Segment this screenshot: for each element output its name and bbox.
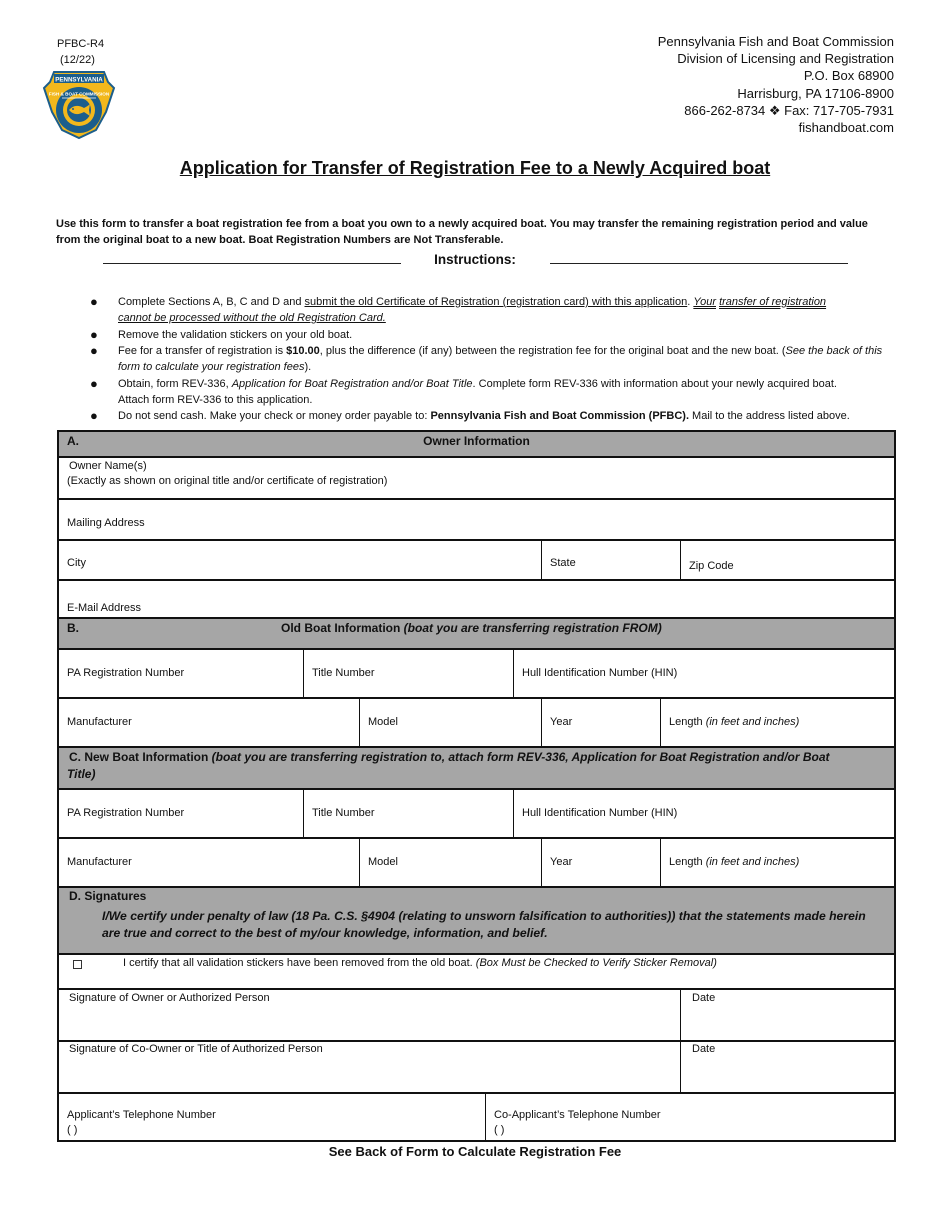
bullet-icon: ●: [90, 343, 98, 359]
state-label: State: [550, 557, 576, 569]
coowner-signature-field[interactable]: [59, 1042, 680, 1092]
city-state-zip-row: [59, 541, 894, 581]
page-title: Application for Transfer of Registration Fee to a Newly Acquired boat: [179, 158, 771, 178]
new-title-number-field[interactable]: [303, 790, 513, 837]
applicant-phone-parens: ( ): [67, 1124, 78, 1136]
coowner-signature-label: Signature of Co-Owner or Title of Authorized Person: [69, 1043, 323, 1055]
new-year-label: Year: [550, 856, 573, 868]
bullet-icon: ●: [90, 408, 98, 424]
owner-name-note: (Exactly as shown on original title and/or certificate of registration): [67, 475, 388, 487]
new-boat-row-1: [59, 790, 894, 839]
old-year-label: Year: [550, 716, 573, 728]
coowner-signature-row: [59, 1042, 894, 1094]
email-field[interactable]: [59, 581, 894, 617]
coapplicant-phone-label: Co-Applicant’s Telephone Number: [494, 1109, 661, 1121]
agency-city-state: Harrisburg, PA 17106-8900: [737, 85, 894, 101]
state-field[interactable]: [541, 541, 680, 579]
old-reg-number-field[interactable]: [59, 650, 303, 697]
agency-address-block: [658, 33, 894, 136]
new-boat-row-2: [59, 839, 894, 888]
telephone-row: [59, 1094, 894, 1140]
new-length-label: Length (in feet and inches): [669, 856, 800, 868]
agency-phone-fax: 866-262-8734 ❖ Fax: 717-705-7931: [684, 102, 894, 118]
old-manufacturer-label: Manufacturer: [67, 716, 132, 728]
owner-date-field[interactable]: [680, 990, 896, 1040]
coapplicant-phone-field[interactable]: [485, 1094, 896, 1140]
old-hin-label: Hull Identification Number (HIN): [522, 667, 678, 679]
new-reg-number-label: PA Registration Number: [67, 807, 185, 819]
bullet-icon: ●: [90, 294, 98, 309]
instructions-label: Instructions:: [434, 252, 516, 267]
intro-line-2: from the original boat to a new boat. Boat Registration Numbers are Not Transferable.: [56, 234, 504, 246]
old-hin-field[interactable]: [513, 650, 896, 697]
zip-field[interactable]: [680, 541, 896, 579]
agency-division: Division of Licensing and Registration: [677, 51, 894, 67]
bullet-icon: ●: [90, 326, 98, 342]
owner-date-label: Date: [692, 992, 716, 1004]
logo-top-text: PENNSYLVANIA: [55, 76, 103, 84]
city-label: City: [67, 557, 86, 569]
list-item: ● Complete Sections A, B, C and D and submit the old Certificate of Registration (registration card) with this application. Your transfer of registration cannot be processed without the old Registration Card.: [90, 294, 827, 324]
coowner-date-field[interactable]: [680, 1042, 896, 1092]
old-boat-row-1: [59, 650, 894, 699]
new-hin-label: Hull Identification Number (HIN): [522, 807, 678, 819]
old-reg-number-label: PA Registration Number: [67, 667, 185, 679]
list-item: ● Remove the validation stickers on your old boat.: [90, 326, 353, 342]
application-form: [57, 430, 896, 1142]
certification-line-1: I/We certify under penalty of law (18 Pa. C.S. §4904 (relating to unsworn falsification to authorities)) that the statements made herein: [102, 909, 866, 923]
sticker-certification-row: [59, 955, 894, 990]
old-title-number-field[interactable]: [303, 650, 513, 697]
old-title-number-label: Title Number: [312, 667, 375, 679]
owner-name-field[interactable]: [59, 458, 894, 500]
instructions-list: [90, 294, 890, 425]
keystone-seal-icon: [40, 68, 118, 140]
section-a-letter: A.: [67, 434, 79, 448]
mailing-address-label: Mailing Address: [67, 517, 145, 529]
agency-website: fishandboat.com: [798, 120, 894, 136]
intro-text: [56, 216, 886, 248]
form-date: (12/22): [60, 54, 95, 66]
list-item: ● Fee for a transfer of registration is $10.00, plus the difference (if any) between the registration fee for the original boat and the new boat. (See the back of this form to calculate your registration fees).: [90, 343, 883, 374]
owner-signature-label: Signature of Owner or Authorized Person: [69, 992, 270, 1004]
new-manufacturer-label: Manufacturer: [67, 856, 132, 868]
form-code-block: [57, 36, 104, 68]
new-model-label: Model: [368, 856, 398, 868]
list-item: ● Do not send cash. Make your check or money order payable to: Pennsylvania Fish and Boat Commission (PFBC). Mail to the address listed above.: [90, 408, 850, 424]
email-label: E-Mail Address: [67, 602, 141, 614]
section-a-header: [59, 432, 894, 458]
new-year-field[interactable]: [541, 839, 660, 886]
coapplicant-phone-parens: ( ): [494, 1124, 505, 1136]
logo-ring-text: FISH & BOAT COMMISSION: [48, 91, 110, 97]
list-item: ● Obtain, form REV-336, Application for Boat Registration and/or Boat Title. Complete form REV-336 with information about your newly acquired boat. Attach form REV-336 to this application.: [90, 375, 837, 406]
section-a-title: Owner Information: [423, 434, 530, 448]
old-model-field[interactable]: [359, 699, 541, 746]
owner-signature-row: [59, 990, 894, 1042]
sticker-removal-checkbox[interactable]: [73, 960, 82, 969]
mailing-address-field[interactable]: [59, 500, 894, 541]
new-length-field[interactable]: [660, 839, 896, 886]
new-model-field[interactable]: [359, 839, 541, 886]
section-d-title: D. Signatures: [69, 889, 147, 903]
section-c-header: [59, 748, 894, 790]
old-model-label: Model: [368, 716, 398, 728]
new-title-number-label: Title Number: [312, 807, 375, 819]
agency-name: Pennsylvania Fish and Boat Commission: [657, 34, 894, 49]
old-manufacturer-field[interactable]: [59, 699, 359, 746]
section-c-title-cont: Title): [67, 767, 96, 781]
section-d-header: [59, 888, 894, 955]
section-b-letter: B.: [67, 621, 79, 635]
owner-signature-field[interactable]: [59, 990, 680, 1040]
new-reg-number-field[interactable]: [59, 790, 303, 837]
coowner-date-label: Date: [692, 1043, 716, 1055]
old-year-field[interactable]: [541, 699, 660, 746]
sticker-certification-text: I certify that all validation stickers have been removed from the old boat. (Box Must be Checked to Verify Sticker Removal): [123, 957, 717, 969]
old-boat-row-2: [59, 699, 894, 748]
agency-po-box: P.O. Box 68900: [803, 68, 894, 84]
new-manufacturer-field[interactable]: [59, 839, 359, 886]
certification-line-2: are true and correct to the best of my/our knowledge, information, and belief.: [102, 926, 548, 940]
old-length-field[interactable]: [660, 699, 896, 746]
instructions-rule-right: [550, 263, 848, 264]
zip-label: Zip Code: [689, 560, 734, 572]
intro-line-1: Use this form to transfer a boat registration fee from a boat you own to a newly acquired boat. You may transfer the remaining registration period and value: [56, 218, 868, 230]
bullet-icon: ●: [90, 375, 98, 391]
city-field[interactable]: [59, 541, 541, 579]
applicant-phone-label: Applicant’s Telephone Number: [67, 1109, 216, 1121]
applicant-phone-field[interactable]: [59, 1094, 485, 1140]
new-hin-field[interactable]: [513, 790, 896, 837]
section-b-header: [59, 617, 894, 650]
form-code: PFBC-R4: [57, 38, 105, 50]
footer-note: See Back of Form to Calculate Registration Fee: [328, 1144, 622, 1159]
owner-name-label: Owner Name(s): [69, 460, 147, 472]
section-c-title: C. New Boat Information (boat you are transferring registration to, attach form REV-336, Application for Boat Registration and/or Boat: [69, 750, 830, 764]
section-b-title: Old Boat Information (boat you are transferring registration FROM): [281, 621, 662, 635]
old-length-label: Length (in feet and inches): [669, 716, 800, 728]
